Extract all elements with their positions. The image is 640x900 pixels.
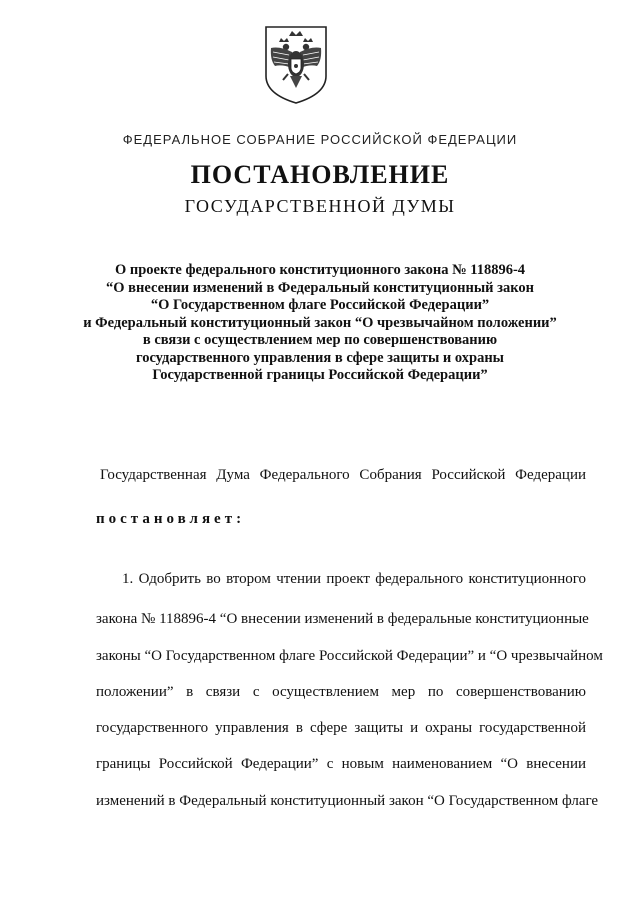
paragraph-line: государственного управления в сфере защиты и охраны государственной	[96, 720, 586, 736]
intro-line: Государственная Дума Федерального Собрания Российской Федерации	[100, 467, 586, 483]
paragraph-line: законы “О Государственном флаге Российской Федерации” и “О чрезвычайном	[96, 648, 603, 664]
paragraph-line: изменений в Федеральный конституционный закон “О Государственном флаге	[96, 793, 599, 809]
title-line: в связи с осуществлением мер по совершенствованию	[142, 332, 498, 348]
resolution-title	[40, 262, 600, 385]
title-line: Государственной границы Российской Федерации”	[152, 367, 488, 383]
title-line: “О Государственном флаге Российской Федерации”	[150, 297, 490, 313]
paragraph-line: положении” в связи с осуществлением мер по совершенствованию	[96, 684, 586, 700]
title-line: О проекте федерального конституционного закона № 118896-4	[114, 262, 526, 278]
paragraph-line: границы Российской Федерации” с новым наименованием “О внесении	[96, 756, 586, 772]
paragraph-line: 1. Одобрить во втором чтении проект федерального конституционного	[122, 571, 586, 587]
document-issuer: ГОСУДАРСТВЕННОЙ ДУМЫ	[184, 196, 456, 216]
title-line: “О внесении изменений в Федеральный конституционный закон	[106, 279, 534, 296]
resolves-keyword: постановляет:	[96, 511, 246, 527]
paragraph-line: закона № 118896-4 “О внесении изменений в федеральные конституционные	[96, 611, 589, 627]
russian-coat-of-arms-icon	[262, 24, 330, 106]
title-line: и Федеральный конституционный закон “О чрезвычайном положении”	[83, 314, 557, 331]
assembly-heading: ФЕДЕРАЛЬНОЕ СОБРАНИЕ РОССИЙСКОЙ ФЕДЕРАЦИИ	[122, 132, 518, 147]
title-line: государственного управления в сфере защиты и охраны	[135, 349, 505, 366]
document-type: ПОСТАНОВЛЕНИЕ	[190, 160, 450, 189]
